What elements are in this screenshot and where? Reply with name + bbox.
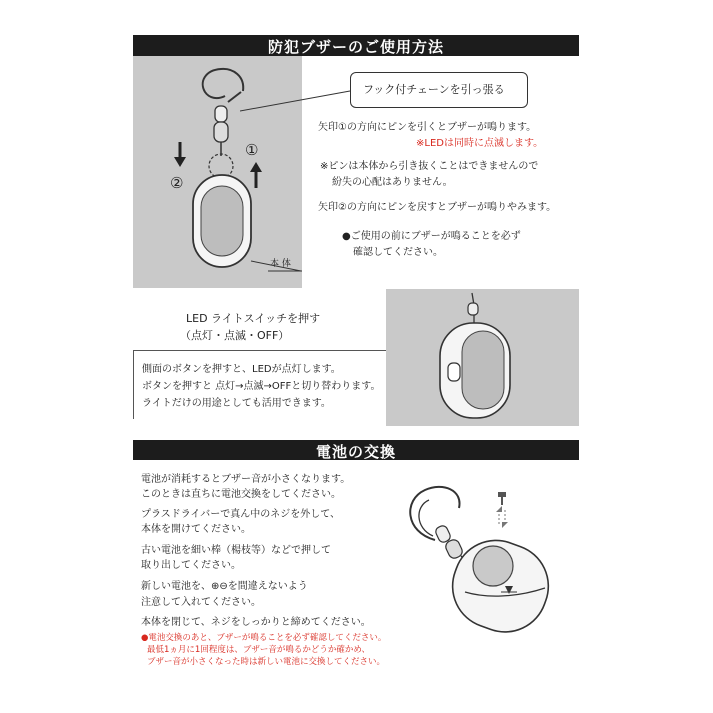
- battery-p4-line2: 注意して入れてください。: [141, 597, 261, 608]
- step1-text: 矢印①の方向にピンを引くとブザーが鳴ります。: [318, 122, 537, 133]
- section-battery-title: 電池の交換: [315, 443, 396, 461]
- arrow-1-label: ①: [245, 141, 259, 159]
- section-usage-title: 防犯ブザーのご使用方法: [267, 38, 444, 56]
- led-heading-line1: LED ライトスイッチを押す: [186, 312, 321, 325]
- battery-warning-line3: ブザー音が小さくなった時は新しい電池に交換してください。: [147, 657, 386, 667]
- section-battery-title-bar: [133, 440, 579, 460]
- body-label: 本 体: [270, 259, 291, 269]
- battery-warning-line2: 最低1ヵ月に1回程度は、ブザー音が鳴るかどうか確かめ、: [147, 645, 370, 655]
- battery-p1-line2: このときは直ちに電池交換をしてください。: [141, 489, 341, 500]
- arrow-2-label: ②: [170, 174, 184, 192]
- battery-p3-line1: 古い電池を細い棒（楊枝等）などで押して: [141, 545, 331, 556]
- pin-note-line2: 紛失の心配はありません。: [332, 177, 453, 188]
- battery-replacement-illustration: [385, 470, 570, 645]
- step2-text: 矢印②の方向にピンを戻すとブザーが鳴りやみます。: [318, 202, 557, 213]
- step1-led-note: ※LEDは同時に点滅します。: [416, 138, 544, 149]
- battery-p5: 本体を閉じて、ネジをしっかりと締めてください。: [141, 617, 371, 628]
- check-note-line1: ●ご使用の前にブザーが鳴ることを必ず: [342, 231, 521, 242]
- battery-warning-line1: ●電池交換のあと、ブザーが鳴ることを必ず確認してください。: [141, 633, 387, 643]
- led-instructions-box: [133, 350, 388, 419]
- battery-p4-line1: 新しい電池を、⊕⊖を間違えないよう: [141, 581, 308, 592]
- led-heading-line2: （点灯・点滅・OFF）: [180, 329, 290, 342]
- battery-p2-line2: 本体を開けてください。: [141, 524, 251, 535]
- led-illustration-panel: [386, 289, 579, 426]
- led-line2: ボタンを押すと 点灯→点滅→OFFと切り替わります。: [142, 381, 381, 392]
- led-line1: 側面のボタンを押すと、LEDが点灯します。: [142, 364, 341, 375]
- led-line3: ライトだけの用途としても活用できます。: [142, 398, 331, 409]
- pull-chain-callout: [350, 72, 528, 108]
- section-usage-title-bar: [133, 35, 579, 56]
- callout-pointer: [240, 85, 352, 115]
- pull-chain-callout-text: フック付チェーンを引っ張る: [363, 83, 505, 96]
- battery-p2-line1: プラスドライバーで真ん中のネジを外して、: [141, 509, 340, 520]
- check-note-line2: 確認してください。: [353, 247, 443, 258]
- pin-note-line1: ※ピンは本体から引き抜くことはできませんので: [320, 161, 539, 172]
- led-switch-illustration: [386, 289, 579, 426]
- battery-p1-line1: 電池が消耗するとブザー音が小さくなります。: [141, 474, 351, 485]
- battery-p3-line2: 取り出してください。: [141, 560, 241, 571]
